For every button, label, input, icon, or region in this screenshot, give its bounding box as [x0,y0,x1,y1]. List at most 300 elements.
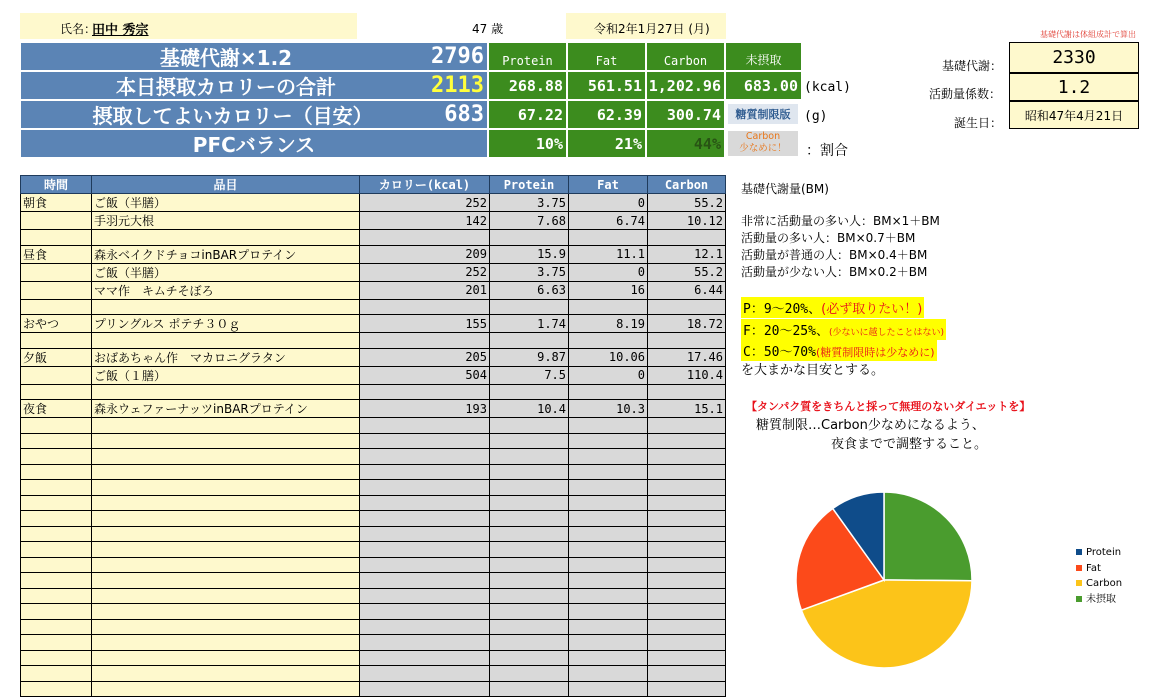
legend-entry [1076,592,1122,608]
cell-protein[interactable] [490,480,569,496]
legend-swatch [1076,549,1082,555]
cell-carbon[interactable]: 15.1 [648,400,726,418]
legend-entry [1076,545,1122,561]
cell-fat[interactable] [569,666,648,682]
cell-kcal[interactable] [360,464,490,480]
cell-time[interactable] [21,495,92,511]
cell-time[interactable]: おやつ [21,315,92,333]
bm-label: 基礎代謝： [942,59,1003,73]
cell-fat[interactable]: 10.3 [569,400,648,418]
cell-item[interactable] [92,449,360,465]
summary-value: 2113 [431,73,484,98]
cell-time[interactable] [21,526,92,542]
table-row[interactable] [21,348,726,366]
ratio-carbon: 44% [646,129,725,158]
cell-carbon[interactable] [648,449,726,465]
cell-carbon[interactable] [648,619,726,635]
cell-fat[interactable]: 0 [569,194,648,212]
ratio-fat: 21% [567,129,646,158]
bm-value[interactable]: 2330 [1009,42,1139,73]
cell-item[interactable] [92,573,360,589]
activity-line-4: 活動量が少ない人：BM×0.2＋BM [741,265,928,279]
cell-protein[interactable] [490,299,569,315]
cell-kcal[interactable] [360,619,490,635]
cell-carbon[interactable] [648,384,726,400]
table-row[interactable] [21,194,726,212]
cell-kcal[interactable] [360,333,490,349]
cell-fat[interactable]: 10.06 [569,348,648,366]
cell-item[interactable]: プリングルス ポテチ３０ｇ [92,315,360,333]
bm-note: 基礎代謝は体組成計で算出 [1040,30,1136,39]
cell-protein[interactable] [490,464,569,480]
table-row[interactable] [21,333,726,349]
cell-protein[interactable] [490,526,569,542]
cell-protein[interactable] [490,573,569,589]
cell-fat[interactable]: 8.19 [569,315,648,333]
cell-item[interactable] [92,635,360,651]
kcal-remaining: 683.00 [725,71,802,100]
table-row[interactable] [21,315,726,333]
cell-protein[interactable]: 10.4 [490,400,569,418]
table-row[interactable] [21,588,726,604]
cell-item[interactable]: 手羽元大根 [92,212,360,230]
cell-kcal[interactable] [360,384,490,400]
cell-time[interactable]: 昼食 [21,245,92,263]
summary-value: 2796 [431,44,484,69]
table-row[interactable] [21,542,726,558]
legend-swatch [1076,596,1082,602]
activity-line-1: 非常に活動量の多い人：BM×1＋BM [741,214,940,228]
table-row[interactable] [21,245,726,263]
cell-time[interactable] [21,542,92,558]
pfc-c-red: (糖質制限時は少なめに) [815,346,935,359]
cell-fat[interactable] [569,588,648,604]
cell-carbon[interactable] [648,681,726,697]
advice-title: 【タンパク質をきちんと採って無理のないダイエットを】 [746,400,1031,413]
table-row[interactable] [21,384,726,400]
cell-item[interactable] [92,650,360,666]
table-body [21,194,726,697]
cell-fat[interactable] [569,604,648,620]
ratio-unit: ：割合 [806,143,848,159]
cell-carbon[interactable] [648,299,726,315]
cell-carbon[interactable]: 6.44 [648,281,726,299]
cell-item[interactable] [92,464,360,480]
cell-protein[interactable] [490,604,569,620]
cell-time[interactable] [21,464,92,480]
cell-carbon[interactable] [648,666,726,682]
summary-label: 基礎代謝×1.2 [159,46,293,70]
cell-item[interactable] [92,480,360,496]
cell-kcal[interactable]: 504 [360,366,490,384]
cell-item[interactable]: ご飯（半膳） [92,263,360,281]
bm-title: 基礎代謝量(BM) [741,182,829,196]
col-head-remaining: 未摂取 [725,42,802,71]
table-row[interactable] [21,449,726,465]
cell-kcal[interactable]: 205 [360,348,490,366]
cell-item[interactable] [92,604,360,620]
cell-fat[interactable] [569,573,648,589]
cell-kcal[interactable] [360,666,490,682]
cell-time[interactable] [21,212,92,230]
cell-carbon[interactable] [648,433,726,449]
cell-carbon[interactable] [648,557,726,573]
pfc-guide-p [741,297,924,318]
cell-carbon[interactable] [648,511,726,527]
cell-kcal[interactable] [360,230,490,246]
cell-kcal[interactable] [360,681,490,697]
summary-label: 摂取してよいカロリー（目安） [92,104,373,128]
cell-item[interactable]: ママ作 キムチそぼろ [92,281,360,299]
pfc-f-red: (少ないに越したことはない) [828,328,944,338]
cell-time[interactable] [21,511,92,527]
cell-kcal[interactable] [360,542,490,558]
cell-time[interactable] [21,263,92,281]
cell-time[interactable] [21,557,92,573]
cell-kcal[interactable] [360,449,490,465]
kcal-unit: (kcal) [804,80,851,95]
legend-label: Fat [1086,562,1101,574]
cell-time[interactable] [21,299,92,315]
summary-value: 683 [444,102,484,127]
cell-time[interactable] [21,480,92,496]
cell-time[interactable]: 朝食 [21,194,92,212]
cell-protein[interactable]: 6.63 [490,281,569,299]
cell-fat[interactable] [569,230,648,246]
cell-carbon[interactable]: 17.46 [648,348,726,366]
cell-fat[interactable]: 6.74 [569,212,648,230]
cell-kcal[interactable]: 252 [360,263,490,281]
cell-item[interactable] [92,619,360,635]
gram-carbon: 300.74 [646,100,725,129]
cell-carbon[interactable] [648,650,726,666]
cell-item[interactable] [92,511,360,527]
cell-protein[interactable] [490,230,569,246]
header-carbon: Carbon [648,176,726,194]
cell-time[interactable] [21,281,92,299]
table-row[interactable] [21,212,726,230]
kcal-protein: 268.88 [488,71,567,100]
cell-carbon[interactable] [648,526,726,542]
carbon-less-line1: Carbon [745,131,781,142]
activity-value[interactable]: 1.2 [1009,73,1139,101]
pfc-pie-chart [789,485,979,675]
carbon-less-badge [728,131,798,156]
legend-entry [1076,576,1122,592]
cell-time[interactable] [21,681,92,697]
cell-fat[interactable] [569,619,648,635]
cell-protein[interactable] [490,635,569,651]
gram-unit: (g) [804,109,828,124]
cell-carbon[interactable] [648,542,726,558]
cell-fat[interactable] [569,464,648,480]
cell-carbon[interactable]: 10.12 [648,212,726,230]
table-row[interactable] [21,230,726,246]
carbon-less-line2: 少なめに！ [739,143,787,154]
table-header-row [21,176,726,194]
table-row[interactable] [21,573,726,589]
gram-protein: 67.22 [488,100,567,129]
table-row[interactable] [21,681,726,697]
birthday-value[interactable]: 昭和47年4月21日 [1009,101,1139,129]
table-row[interactable] [21,666,726,682]
cell-carbon[interactable]: 18.72 [648,315,726,333]
cell-carbon[interactable] [648,495,726,511]
table-row[interactable] [21,480,726,496]
cell-protein[interactable] [490,681,569,697]
cell-item[interactable] [92,299,360,315]
activity-line-2: 活動量の多い人：BM×0.7＋BM [741,231,916,245]
cell-item[interactable] [92,384,360,400]
cell-fat[interactable] [569,557,648,573]
cell-protein[interactable] [490,557,569,573]
cell-time[interactable] [21,588,92,604]
summary-row-total [20,71,488,100]
cell-fat[interactable] [569,480,648,496]
cell-fat[interactable]: 0 [569,366,648,384]
cell-carbon[interactable] [648,464,726,480]
cell-kcal[interactable] [360,573,490,589]
cell-protein[interactable] [490,418,569,434]
header-protein: Protein [490,176,569,194]
birthday-label: 誕生日： [954,116,1003,130]
cell-time[interactable] [21,384,92,400]
table-row[interactable] [21,366,726,384]
cell-carbon[interactable]: 12.1 [648,245,726,263]
cell-protein[interactable] [490,588,569,604]
col-head-protein: Protein [488,42,567,71]
cell-protein[interactable] [490,449,569,465]
cell-carbon[interactable] [648,573,726,589]
cell-protein[interactable] [490,495,569,511]
pie-legend [1076,545,1122,607]
cell-item[interactable]: 森永ウェファーナッツinBARプロテイン [92,400,360,418]
cell-fat[interactable] [569,542,648,558]
cell-fat[interactable]: 16 [569,281,648,299]
table-row[interactable] [21,400,726,418]
cell-carbon[interactable] [648,333,726,349]
summary-row-pfc [20,129,488,158]
ratio-protein: 10% [488,129,567,158]
pfc-guide-f [741,319,946,340]
cell-carbon[interactable] [648,480,726,496]
header-fat: Fat [569,176,648,194]
diet-log-table [20,175,726,697]
cell-kcal[interactable]: 193 [360,400,490,418]
date: 令和2年1月27日 (月) [594,22,710,36]
cell-kcal[interactable] [360,588,490,604]
cell-kcal[interactable] [360,299,490,315]
cell-kcal[interactable] [360,650,490,666]
cell-time[interactable] [21,366,92,384]
col-head-fat: Fat [567,42,646,71]
cell-fat[interactable] [569,333,648,349]
cell-time[interactable]: 夕飯 [21,348,92,366]
cell-fat[interactable] [569,511,648,527]
table-row[interactable] [21,604,726,620]
table-row[interactable] [21,299,726,315]
cell-carbon[interactable]: 55.2 [648,263,726,281]
cell-item[interactable]: 森永ベイクドチョコinBARプロテイン [92,245,360,263]
cell-protein[interactable] [490,333,569,349]
cell-kcal[interactable] [360,480,490,496]
cell-item[interactable] [92,333,360,349]
header-time: 時間 [21,176,92,194]
cell-item[interactable] [92,542,360,558]
cell-kcal[interactable] [360,604,490,620]
cell-kcal[interactable] [360,495,490,511]
cell-protein[interactable] [490,433,569,449]
cell-fat[interactable] [569,384,648,400]
cell-protein[interactable]: 1.74 [490,315,569,333]
pfc-guide-text: を大まかな目安とする。 [741,363,885,378]
legend-label: 未摂取 [1086,593,1116,605]
summary-row-allowed [20,100,488,129]
cell-fat[interactable]: 11.1 [569,245,648,263]
cell-protein[interactable] [490,650,569,666]
cell-kcal[interactable] [360,557,490,573]
cell-kcal[interactable]: 155 [360,315,490,333]
table-row[interactable] [21,650,726,666]
cell-time[interactable] [21,604,92,620]
cell-kcal[interactable]: 201 [360,281,490,299]
name-label: 氏名： [60,22,97,36]
cell-time[interactable] [21,333,92,349]
cell-time[interactable] [21,573,92,589]
cell-time[interactable] [21,650,92,666]
advice-line-1: 糖質制限…Carbon少なめになるよう、 [756,418,985,433]
cell-item[interactable]: おばあちゃん作 マカロニグラタン [92,348,360,366]
cell-time[interactable] [21,230,92,246]
cell-time[interactable] [21,635,92,651]
cell-item[interactable] [92,495,360,511]
age: 47 歳 [472,22,504,36]
table-row[interactable] [21,619,726,635]
cell-fat[interactable] [569,681,648,697]
cell-kcal[interactable] [360,635,490,651]
table-row[interactable] [21,495,726,511]
cell-protein[interactable] [490,542,569,558]
pfc-c-main: C：50〜70% [743,345,816,360]
cell-protein[interactable]: 3.75 [490,263,569,281]
cell-carbon[interactable] [648,635,726,651]
cell-time[interactable] [21,619,92,635]
cell-item[interactable] [92,557,360,573]
cell-item[interactable] [92,526,360,542]
pfc-f-main: F：20〜25%、 [743,324,829,339]
header-kcal: カロリー(kcal) [360,176,490,194]
pfc-guide-c [741,340,937,361]
kcal-carbon: 1,202.96 [646,71,725,100]
cell-protein[interactable]: 7.5 [490,366,569,384]
cell-item[interactable] [92,681,360,697]
name-value[interactable]: 田中 秀宗 [92,23,149,38]
cell-fat[interactable] [569,635,648,651]
summary-row-bm [20,42,488,71]
cell-protein[interactable]: 9.87 [490,348,569,366]
cell-kcal[interactable] [360,526,490,542]
table-row[interactable] [21,263,726,281]
cell-carbon[interactable]: 55.2 [648,194,726,212]
table-row[interactable] [21,557,726,573]
cell-item[interactable] [92,588,360,604]
table-row[interactable] [21,635,726,651]
cell-protein[interactable]: 3.75 [490,194,569,212]
cell-fat[interactable] [569,299,648,315]
table-row[interactable] [21,526,726,542]
cell-item[interactable] [92,433,360,449]
cell-kcal[interactable] [360,433,490,449]
cell-time[interactable] [21,418,92,434]
cell-protein[interactable] [490,384,569,400]
cell-time[interactable] [21,666,92,682]
col-head-carbon: Carbon [646,42,725,71]
gram-fat: 62.39 [567,100,646,129]
cell-protein[interactable] [490,666,569,682]
table-row[interactable] [21,464,726,480]
cell-fat[interactable]: 0 [569,263,648,281]
cell-carbon[interactable] [648,418,726,434]
cell-fat[interactable] [569,449,648,465]
pfc-p-red: (必ず取りたい！) [821,302,923,317]
activity-line-3: 活動量が普通の人：BM×0.4＋BM [741,248,928,262]
cell-kcal[interactable]: 209 [360,245,490,263]
table-row[interactable] [21,418,726,434]
summary-label: 本日摂取カロリーの合計 [116,75,336,99]
cell-carbon[interactable]: 110.4 [648,366,726,384]
activity-label: 活動量係数： [929,87,1002,101]
cell-item[interactable] [92,666,360,682]
table-row[interactable] [21,511,726,527]
cell-item[interactable]: ご飯（１膳） [92,366,360,384]
cell-protein[interactable] [490,619,569,635]
cell-kcal[interactable]: 142 [360,212,490,230]
cell-item[interactable] [92,230,360,246]
cell-carbon[interactable] [648,230,726,246]
cell-item[interactable] [92,418,360,434]
cell-item[interactable]: ご飯（半膳） [92,194,360,212]
pfc-p-main: P：9〜20%、 [743,302,822,317]
cell-time[interactable] [21,433,92,449]
header-item: 品目 [92,176,360,194]
legend-label: Protein [1086,547,1122,558]
cell-fat[interactable] [569,418,648,434]
legend-swatch [1076,580,1082,586]
cell-fat[interactable] [569,526,648,542]
cell-time[interactable] [21,449,92,465]
cell-protein[interactable] [490,511,569,527]
legend-label: Carbon [1086,578,1123,589]
cell-time[interactable]: 夜食 [21,400,92,418]
cell-kcal[interactable] [360,418,490,434]
table-row[interactable] [21,433,726,449]
cell-protein[interactable]: 7.68 [490,212,569,230]
cell-carbon[interactable] [648,604,726,620]
carb-limit-badge: 糖質制限版 [728,104,798,124]
table-row[interactable] [21,281,726,299]
cell-kcal[interactable] [360,511,490,527]
cell-kcal[interactable]: 252 [360,194,490,212]
cell-protein[interactable]: 15.9 [490,245,569,263]
pie-slice-remaining [884,492,972,581]
summary-label: PFCバランス [192,133,316,157]
cell-fat[interactable] [569,433,648,449]
cell-carbon[interactable] [648,588,726,604]
cell-fat[interactable] [569,495,648,511]
legend-swatch [1076,565,1082,571]
cell-fat[interactable] [569,650,648,666]
advice-line-2: 夜食までで調整すること。 [831,437,988,452]
